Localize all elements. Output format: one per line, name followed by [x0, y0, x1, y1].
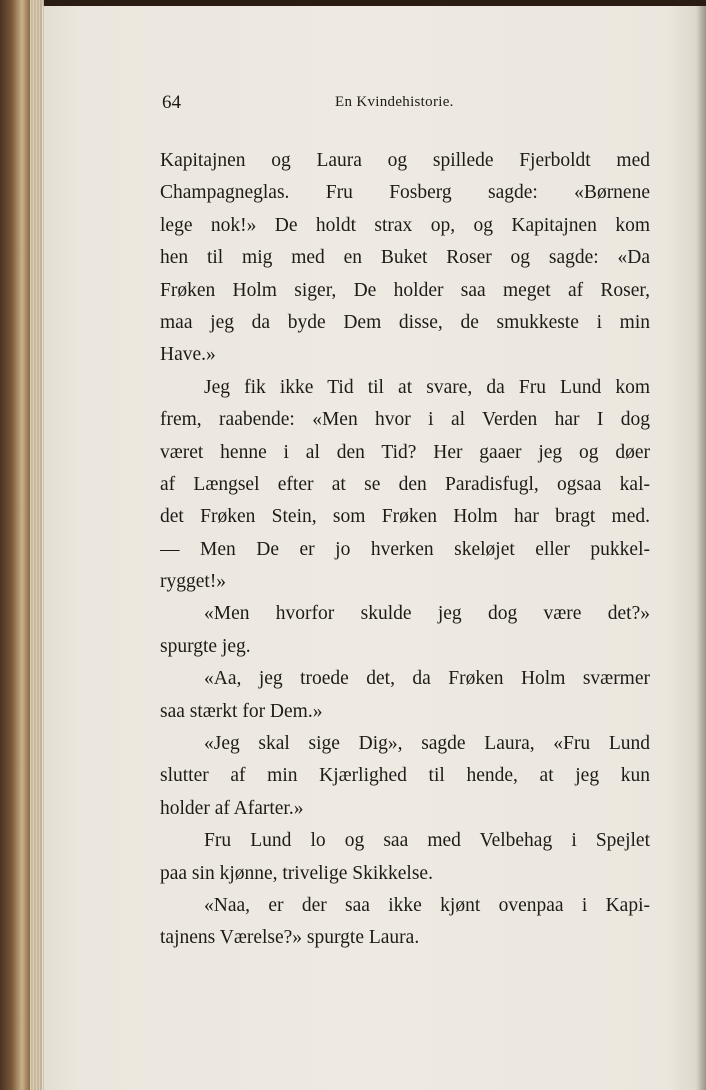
text-line: «Men hvorfor skulde jeg dog være det?»: [204, 603, 650, 625]
text-line: «Jeg skal sige Dig», sagde Laura, «Fru Lund: [204, 733, 650, 755]
text-line: hen til mig med en Buket Roser og sagde: «Da: [160, 247, 650, 269]
text-line: været henne i al den Tid? Her gaaer jeg og døer: [160, 441, 650, 463]
text-line: spurgte jeg.: [160, 635, 251, 657]
text-line: «Naa, er der saa ikke kjønt ovenpaa i Kapi-: [204, 894, 650, 916]
text-line: Champagneglas. Fru Fosberg sagde: «Børnene: [160, 182, 650, 204]
text-line: — Men De er jo hverken skeløjet eller pukkel-: [160, 538, 650, 560]
text-line: paa sin kjønne, trivelige Skikkelse.: [160, 862, 433, 884]
page-stack-edge: [30, 0, 44, 1090]
page-number: 64: [162, 92, 181, 113]
text-line: af Længsel efter at se den Paradisfugl, ogsaa kal-: [160, 473, 650, 495]
body-text: [160, 145, 650, 955]
text-line: saa stærkt for Dem.»: [160, 700, 323, 722]
text-line: tajnens Værelse?» spurgte Laura.: [160, 927, 420, 949]
text-line: Jeg fik ikke Tid til at svare, da Fru Lund kom: [204, 376, 650, 398]
page-right-shadow: [696, 0, 706, 1090]
text-line: Have.»: [160, 344, 216, 366]
text-line: lege nok!» De holdt strax op, og Kapitajnen kom: [160, 214, 650, 236]
page-header: [160, 92, 652, 116]
text-line: «Aa, jeg troede det, da Frøken Holm sværmer: [204, 668, 650, 690]
text-line: slutter af min Kjærlighed til hende, at jeg kun: [160, 765, 650, 787]
text-line: maa jeg da byde Dem disse, de smukkeste i min: [160, 311, 650, 333]
text-line: rygget!»: [160, 571, 227, 593]
text-line: Fru Lund lo og saa med Velbehag i Spejlet: [204, 830, 650, 852]
text-line: Kapitajnen og Laura og spillede Fjerboldt med: [160, 150, 650, 171]
text-line: det Frøken Stein, som Frøken Holm har bragt med.: [160, 506, 650, 528]
running-title: En Kvindehistorie.: [335, 94, 454, 110]
text-line: Frøken Holm siger, De holder saa meget af Roser,: [160, 279, 650, 301]
text-line: frem, raabende: «Men hvor i al Verden har I dog: [160, 409, 650, 431]
text-line: holder af Afarter.»: [160, 797, 304, 819]
